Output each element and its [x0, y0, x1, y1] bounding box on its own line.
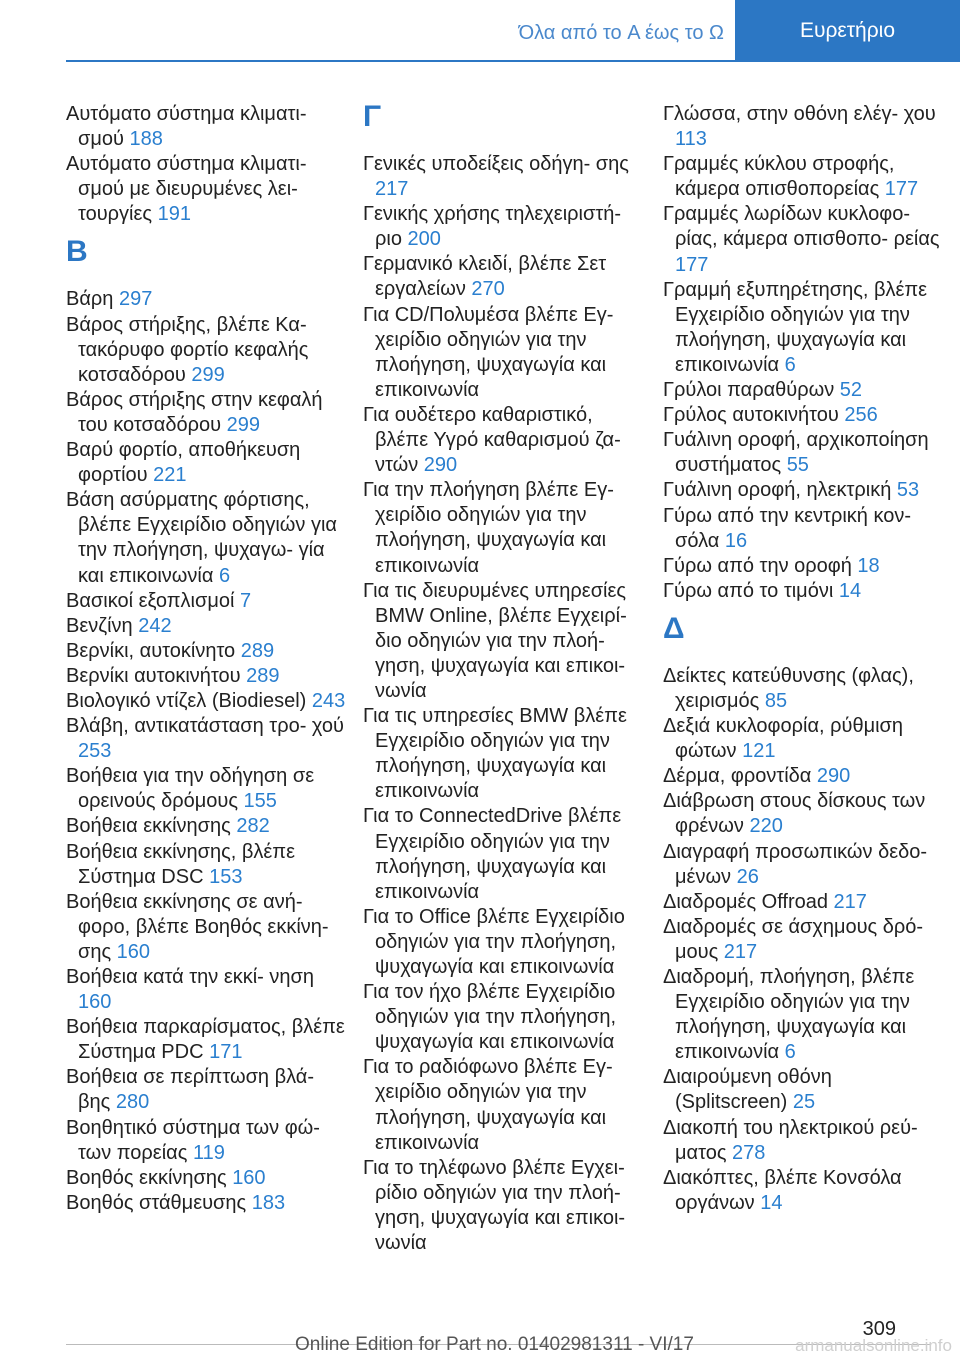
index-entry: [663, 152, 943, 202]
page-reference-link[interactable]: 6: [784, 353, 796, 376]
page-reference-link[interactable]: 7: [239, 589, 252, 612]
index-entry-text: Γύρω από την κεντρική κον‐ σόλα: [663, 504, 911, 552]
index-entry: [66, 664, 346, 689]
index-entry: [66, 313, 346, 388]
page-reference-link[interactable]: 14: [838, 579, 862, 602]
index-entry: [363, 579, 643, 704]
index-entry-text: Διακόπτες, βλέπε Κονσόλα οργάνων: [663, 1166, 902, 1214]
index-entry-text: Βασικοί εξοπλισμοί: [66, 589, 235, 612]
index-entry-text: Για το τηλέφωνο βλέπε Εγχει‐ ρίδιο οδηγιών για την πλοή‐ γηση, ψυχαγωγία και επικοι‐ νωνία: [363, 1156, 626, 1255]
index-entry: [66, 1065, 346, 1115]
index-entry: [663, 554, 943, 579]
index-entry-text: Για το ConnectedDrive βλέπε Εγχειρίδιο οδηγιών για την πλοήγηση, ψυχαγωγία και επικοινωνία: [363, 805, 622, 903]
page-reference-link[interactable]: 290: [816, 765, 851, 788]
page-reference-link[interactable]: 191: [157, 203, 191, 226]
index-entry: [663, 504, 943, 554]
index-entry-text: Βαρύ φορτίο, αποθήκευση φορτίου: [66, 439, 301, 487]
index-tab[interactable]: Ευρετήριο: [735, 0, 960, 62]
index-entry: [66, 102, 346, 152]
index-entry: [363, 804, 643, 904]
index-entry: [363, 1156, 643, 1256]
index-entry: [663, 579, 943, 604]
index-entry: [66, 1166, 346, 1191]
index-entry: [663, 478, 943, 503]
index-entry-text: Βερνίκι, αυτοκίνητο: [66, 639, 236, 662]
index-entry-text: Βοηθός στάθμευσης: [66, 1191, 247, 1214]
index-entry: [363, 1055, 643, 1155]
index-entry-text: Γυάλινη οροφή, αρχικοποίηση συστήματος: [663, 429, 929, 477]
page-reference-link[interactable]: 160: [116, 940, 151, 963]
index-entry: [363, 905, 643, 980]
page-reference-link[interactable]: 217: [723, 940, 758, 963]
index-entry: [66, 152, 346, 227]
index-entry-text: Βοήθεια εκκίνησης: [66, 815, 231, 838]
page-reference-link[interactable]: 280: [115, 1091, 150, 1114]
index-entry: [663, 965, 943, 1065]
index-column-3: [663, 102, 943, 1216]
index-entry: [663, 764, 943, 789]
index-entry-text: Βιολογικό ντίζελ (Biodiesel): [66, 689, 307, 712]
page-reference-link[interactable]: 171: [209, 1041, 243, 1064]
index-entry-text: Βάρη: [66, 288, 114, 311]
index-entry: [363, 478, 643, 578]
index-entry-text: Διαδρομή, πλοήγηση, βλέπε Εγχειρίδιο οδηγιών για την πλοήγηση, ψυχαγωγία και επικοινωνία: [663, 966, 915, 1064]
page-reference-link[interactable]: 278: [732, 1141, 766, 1164]
index-entry: [663, 1166, 943, 1216]
index-entry: [363, 980, 643, 1055]
page-reference-link[interactable]: 121: [742, 740, 776, 763]
page-reference-link[interactable]: 26: [736, 865, 759, 888]
index-entry-text: Βοήθεια για την οδήγηση σε ορεινούς δρόμους: [66, 765, 315, 813]
index-entry-text: Δεξιά κυκλοφορία, ρύθμιση φώτων: [663, 715, 904, 763]
index-entry-text: Για ουδέτερο καθαριστικό, βλέπε Υγρό καθαρισμού ζα‐ ντών: [363, 403, 621, 477]
page-reference-link[interactable]: 221: [153, 464, 187, 487]
page-reference-link[interactable]: 119: [192, 1141, 225, 1164]
page-reference-link[interactable]: 188: [129, 128, 163, 151]
index-entry-text: Βοήθεια παρκαρίσματος, βλέπε Σύστημα PDC: [66, 1016, 345, 1064]
page-reference-link[interactable]: 289: [240, 639, 275, 662]
index-entry: [66, 1015, 346, 1065]
index-entry-text: Για το Office βλέπε Εγχειρίδιο οδηγιών για την πλοήγηση, ψυχαγωγία και επικοινωνία: [363, 905, 625, 978]
index-entry: [363, 403, 643, 478]
index-letter-heading: Δ: [663, 611, 685, 645]
index-entry-text: Γενικής χρήσης τηλεχειριστή‐ ριο: [363, 203, 621, 251]
index-entry-text: Γενικές υποδείξεις οδήγη‐ σης: [363, 153, 629, 175]
index-entry-text: Γύρω από το τιμόνι: [663, 579, 834, 602]
page-reference-link[interactable]: 153: [209, 865, 243, 888]
page-reference-link[interactable]: 183: [251, 1191, 286, 1214]
index-entry-text: Βοήθεια σε περίπτωση βλά‐ βης: [66, 1066, 315, 1114]
index-entry: [66, 287, 346, 312]
page-reference-link[interactable]: 217: [833, 890, 867, 913]
watermark: armanualsonline.info: [795, 1336, 952, 1355]
index-entry-text: Βάρος στήριξης, βλέπε Κα‐ τακόρυφο φορτίο κεφαλής κοτσαδόρου: [66, 313, 309, 386]
section-title: Όλα από το A έως το Ω: [518, 22, 724, 44]
page-reference-link[interactable]: 290: [423, 454, 458, 477]
index-letter-heading: B: [66, 235, 88, 269]
index-entry-text: Βοηθητικό σύστημα των φώ‐ των πορείας: [66, 1116, 320, 1164]
page-reference-link[interactable]: 155: [243, 790, 277, 813]
page-reference-link[interactable]: 53: [896, 479, 920, 502]
index-entry: [363, 152, 643, 202]
index-entry-text: Γραμμές λωρίδων κυκλοφο‐ ρίας, κάμερα οπισθοπο‐ ρείας: [663, 203, 940, 251]
index-entry-text: Για τις υπηρεσίες BMW βλέπε Εγχειρίδιο οδηγιών για την πλοήγηση, ψυχαγωγία και επικοινωνία: [363, 705, 627, 803]
index-entry-text: Γυάλινη οροφή, ηλεκτρική: [663, 479, 892, 502]
index-entry: [663, 890, 943, 915]
page-reference-link[interactable]: 55: [786, 454, 809, 477]
index-entry: [66, 1191, 346, 1216]
index-entry-text: Γύρω από την οροφή: [663, 554, 852, 577]
index-entry: [363, 252, 643, 302]
index-entry-text: Γραμμή εξυπηρέτησης, βλέπε Εγχειρίδιο οδηγιών για την πλοήγηση, ψυχαγωγία και επικοινωνία: [663, 278, 928, 376]
index-entry-text: Βερνίκι αυτοκινήτου: [66, 664, 241, 687]
index-entry-text: Διακοπή του ηλεκτρικού ρεύ‐ ματος: [663, 1116, 918, 1164]
page-reference-link[interactable]: 160: [78, 991, 112, 1014]
index-entry-text: Διάβρωση στους δίσκους των φρένων: [663, 790, 926, 838]
index-entry-text: Βοηθός εκκίνησης: [66, 1166, 227, 1189]
index-entry-text: Βλάβη, αντικατάσταση τρο‐ χού: [66, 715, 344, 738]
page-reference-link[interactable]: 177: [884, 178, 919, 201]
index-entry: [663, 664, 943, 714]
index-entry: [663, 915, 943, 965]
index-entry: [66, 1116, 346, 1166]
index-entry-text: Διαδρομές Offroad: [663, 890, 828, 913]
index-entry-text: Αυτόματο σύστημα κλιματι‐ σμού: [66, 103, 307, 151]
index-entry: [66, 814, 346, 839]
index-entry: [66, 639, 346, 664]
index-entry-text: Βοήθεια εκκίνησης σε ανή‐ φορο, βλέπε Βοηθός εκκίνη‐ σης: [66, 890, 329, 963]
index-entry-text: Για τον ήχο βλέπε Εγχειρίδιο οδηγιών για την πλοήγηση, ψυχαγωγία και επικοινωνία: [363, 981, 617, 1054]
page-reference-link[interactable]: 200: [407, 228, 441, 251]
page-reference-link[interactable]: 270: [471, 278, 505, 301]
index-entry: [66, 840, 346, 890]
index-entry-text: Διαδρομές σε άσχημους δρό‐ μους: [663, 915, 924, 963]
page-reference-link[interactable]: 253: [78, 740, 112, 763]
page-reference-link[interactable]: 6: [218, 564, 231, 587]
page-header: [0, 0, 960, 62]
page-reference-link[interactable]: 25: [792, 1091, 816, 1114]
index-entry: [363, 202, 643, 252]
index-entry: [66, 589, 346, 614]
index-entry-text: Για την πλοήγηση βλέπε Εγ‐ χειρίδιο οδηγιών για την πλοήγηση, ψυχαγωγία και επικοινωνία: [363, 479, 614, 577]
index-entry-text: Για το ραδιόφωνο βλέπε Εγ‐ χειρίδιο οδηγιών για την πλοήγηση, ψυχαγωγία και επικοινωνία: [363, 1056, 613, 1154]
index-entry: [663, 789, 943, 839]
page-reference-link[interactable]: 217: [375, 178, 409, 201]
page-reference-link[interactable]: 16: [724, 529, 748, 552]
page-reference-link[interactable]: 18: [857, 554, 880, 577]
index-entry-text: Γραμμές κύκλου στροφής, κάμερα οπισθοπορείας: [663, 153, 895, 201]
index-entry: [363, 303, 643, 403]
index-entry-text: Γρύλοι παραθύρων: [663, 379, 835, 402]
index-entry-text: Διαγραφή προσωπικών δεδο‐ μένων: [663, 840, 928, 888]
index-entry: [663, 714, 943, 764]
index-entry: [66, 689, 346, 714]
index-entry: [663, 1116, 943, 1166]
index-entry-text: Γρύλος αυτοκινήτου: [663, 404, 839, 427]
page-number: 309: [862, 1318, 896, 1340]
index-entry-text: Διαιρούμενη οθόνη (Splitscreen): [663, 1066, 832, 1114]
index-entry: [663, 840, 943, 890]
index-entry-text: Βάση ασύρματης φόρτισης, βλέπε Εγχειρίδιο οδηγιών για την πλοήγηση, ψυχαγω‐ γία και επικοινωνία: [66, 489, 337, 587]
index-entry: [66, 714, 346, 764]
page-reference-link[interactable]: 220: [749, 815, 783, 838]
index-entry-text: Δέρμα, φροντίδα: [663, 765, 812, 788]
page-reference-link[interactable]: 160: [232, 1166, 266, 1189]
index-entry: [66, 965, 346, 1015]
edition-text: Online Edition for Part no. 01402981311 - VI/17: [295, 1334, 694, 1355]
index-entry: [663, 102, 943, 152]
index-entry: [66, 890, 346, 965]
page-reference-link[interactable]: 243: [311, 689, 346, 712]
index-entry: [663, 428, 943, 478]
page-reference-link[interactable]: 52: [839, 379, 863, 402]
page-reference-link[interactable]: 299: [226, 413, 260, 436]
index-column-1: [66, 102, 346, 1216]
page-reference-link[interactable]: 256: [844, 404, 878, 427]
index-entry-text: Βάρος στήριξης στην κεφαλή του κοτσαδόρου: [66, 388, 323, 436]
index-entry: [66, 438, 346, 488]
index-entry-text: Γερμανικό κλειδί, βλέπε Σετ εργαλείων: [363, 253, 607, 301]
page-reference-link[interactable]: 297: [118, 288, 153, 311]
index-entry: [663, 378, 943, 403]
index-entry-text: Βοήθεια κατά την εκκί‐ νηση: [66, 966, 314, 988]
header-rule: [66, 60, 960, 62]
index-entry-text: Βενζίνη: [66, 614, 133, 637]
index-entry-text: Αυτόματο σύστημα κλιματι‐ σμού με διευρυμένες λει‐ τουργίες: [66, 153, 307, 226]
index-entry: [66, 614, 346, 639]
index-entry-text: Δείκτες κατεύθυνσης (φλας), χειρισμός: [663, 664, 914, 712]
index-entry-text: Γλώσσα, στην οθόνη ελέγ‐ χου: [663, 103, 936, 125]
index-entry-text: Για τις διευρυμένες υπηρεσίες BMW Online, βλέπε Εγχειρί‐ διο οδηγιών για την πλοή‐ γηση, ψυχαγωγία και επικοι‐ νωνία: [363, 579, 627, 702]
page-reference-link[interactable]: 177: [675, 253, 709, 276]
page-reference-link[interactable]: 113: [675, 128, 707, 151]
page-reference-link[interactable]: 14: [760, 1191, 783, 1214]
index-entry: [663, 403, 943, 428]
index-entry-text: Για CD/Πολυμέσα βλέπε Εγ‐ χειρίδιο οδηγιών για την πλοήγηση, ψυχαγωγία και επικοινωνία: [363, 303, 614, 401]
page-reference-link[interactable]: 289: [246, 664, 280, 687]
index-letter-heading: Γ: [363, 100, 382, 133]
page-reference-link[interactable]: 85: [764, 689, 788, 712]
index-column-2: [363, 102, 643, 1256]
index-entry: [363, 704, 643, 804]
index-entry: [663, 1065, 943, 1115]
index-entry: [66, 488, 346, 588]
page-reference-link[interactable]: 299: [191, 363, 225, 386]
index-entry-text: Βοήθεια εκκίνησης, βλέπε Σύστημα DSC: [66, 840, 296, 888]
page-reference-link[interactable]: 242: [138, 614, 172, 637]
page-reference-link[interactable]: 6: [784, 1041, 796, 1064]
index-entry: [663, 278, 943, 378]
index-entry: [663, 202, 943, 277]
index-entry: [66, 764, 346, 814]
index-entry: [66, 388, 346, 438]
page-reference-link[interactable]: 282: [236, 815, 270, 838]
